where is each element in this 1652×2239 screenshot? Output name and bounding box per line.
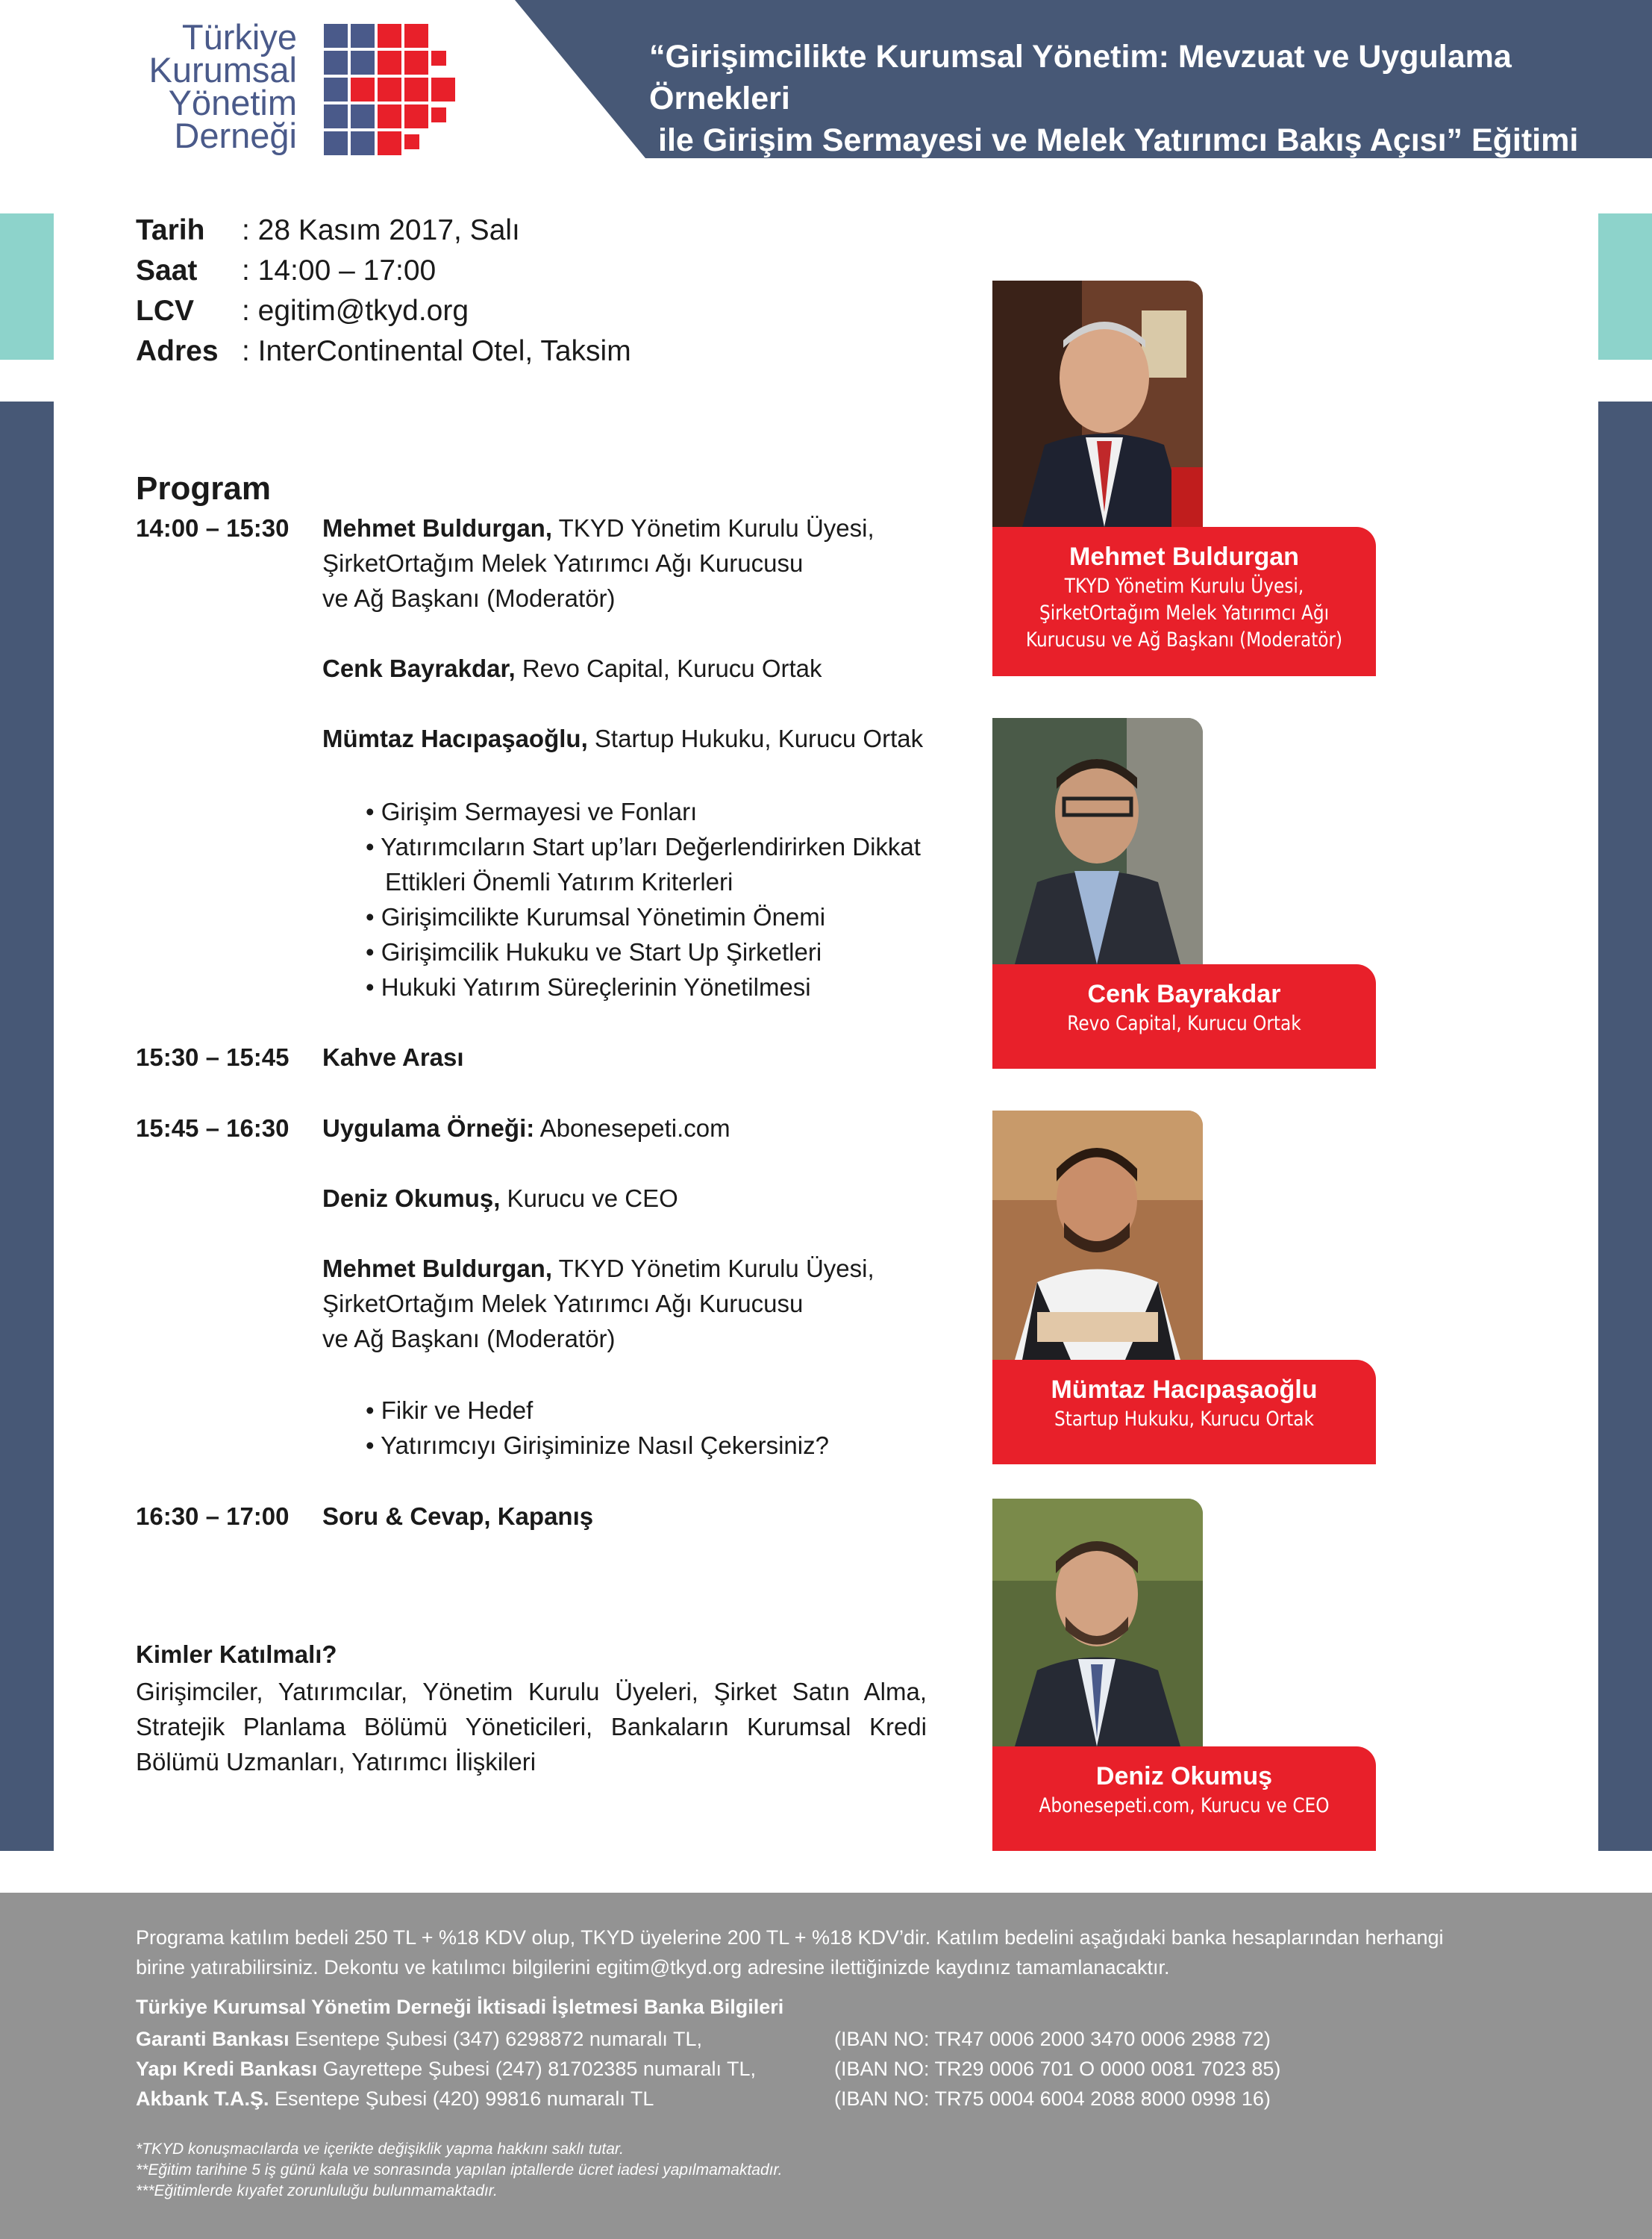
speaker-photo [992, 1111, 1203, 1360]
speaker-ribbon: Deniz Okumuş Abonesepeti.com, Kurucu ve CEO [992, 1746, 1376, 1851]
info-time: Saat : 14:00 – 17:00 [136, 254, 437, 287]
list-item: • Girişim Sermayesi ve Fonları [366, 798, 698, 825]
event-title: “Girişimcilikte Kurumsal Yönetim: Mevzuat ve Uygulama Örnekleri ile Girişim Sermayesi ve Melek Yatırımcı Bakış Açısı” Eğitimi [649, 39, 1579, 158]
portrait-icon [992, 1499, 1203, 1746]
bank-row-yapikredi: Yapı Kredi Bankası Gayrettepe Şubesi (247) 81702385 numaralı TL, [136, 2058, 756, 2080]
bank-info-heading: Türkiye Kurumsal Yönetim Derneği İktisadi İşletmesi Banka Bilgileri [136, 1996, 784, 2018]
iban-yapikredi: (IBAN NO: TR29 0006 701 O 0000 0081 7023 85) [834, 2058, 1281, 2080]
case-study-title: Uygulama Örneği: Abonesepeti.com [322, 1114, 730, 1142]
qa-closing: Soru & Cevap, Kapanış [322, 1502, 594, 1530]
speaker-ribbon: Mehmet Buldurgan TKYD Yönetim Kurulu Üyesi, ŞirketOrtağım Melek Yatırımcı Ağı Kurucusu ve Ağ Başkanı (Moderatör) [992, 527, 1376, 676]
left-navy-bar [0, 402, 54, 1851]
speaker-mehmet: Mehmet Buldurgan, TKYD Yönetim Kurulu Üyesi, [322, 1255, 875, 1282]
portrait-icon [992, 718, 1203, 964]
speaker-name: Deniz Okumuş [1095, 1762, 1273, 1790]
right-teal-bar [1598, 213, 1652, 360]
portrait-icon [992, 1111, 1203, 1360]
audience-heading: Kimler Katılmalı? [136, 1640, 337, 1668]
fee-info: Programa katılım bedeli 250 TL + %18 KDV olup, TKYD üyelerine 200 TL + %18 KDV’dir. Katılım bedelini aşağıdaki banka hesaplarından herhangi birine yatırabilirsiniz. Dekontu ve katılımcı bilgilerini egitim@tkyd.org adresine ilettiğinizde kaydınız tamamlanacaktır. [136, 1926, 1444, 1979]
event-info [136, 210, 631, 372]
logo-square-grid-icon [324, 24, 455, 166]
speaker-deniz: Deniz Okumuş, Kurucu ve CEO [322, 1184, 678, 1212]
speaker-name: Mümtaz Hacıpaşaoğlu [1051, 1375, 1318, 1404]
speaker-ribbon: Cenk Bayrakdar Revo Capital, Kurucu Ortak [992, 964, 1376, 1069]
logo-wordmark: Türkiye Kurumsal Yönetim Derneği [148, 17, 297, 155]
iban-garanti: (IBAN NO: TR47 0006 2000 3470 0006 2988 72) [834, 2028, 1271, 2050]
list-item: • Hukuki Yatırım Süreçlerinin Yönetilmesi [366, 973, 811, 1001]
coffee-break: Kahve Arası [322, 1043, 464, 1071]
list-item: Ettikleri Önemli Yatırım Kriterleri [385, 868, 733, 896]
right-navy-bar [1598, 402, 1652, 1851]
footer [0, 1893, 1652, 2239]
list-item: • Yatırımcıların Start up’ları Değerlendirirken Dikkat [366, 833, 921, 861]
session-1-time: 14:00 – 15:30 [136, 514, 290, 542]
speaker-name: Cenk Bayrakdar [1087, 980, 1281, 1008]
list-item: • Yatırımcıyı Girişiminize Nasıl Çekersiniz? [366, 1431, 829, 1459]
speaker-name: Mehmet Buldurgan [1069, 543, 1299, 571]
speaker-cenk: Cenk Bayrakdar, Revo Capital, Kurucu Ortak [322, 655, 822, 682]
speaker-card-deniz [992, 1499, 1376, 1851]
list-item: • Girişimcilikte Kurumsal Yönetimin Önemi [366, 903, 826, 931]
session-2-time: 15:30 – 15:45 [136, 1043, 290, 1071]
iban-akbank: (IBAN NO: TR75 0004 6004 2088 8000 0998 16) [834, 2087, 1271, 2110]
footnotes: *TKYD konuşmacılarda ve içerikte değişiklik yapma hakkını saklı tutar. **Eğitim tarihine 5 iş günü kala ve sonrasında yapılan iptallerde ücret iadesi yapılmamaktadır. ***Eğitimlerde kıyafet zorunluluğu bulunmamaktadır. [136, 2140, 783, 2199]
speaker-card-cenk [992, 718, 1376, 1069]
session-3-topics [366, 1393, 948, 1463]
session-3-speakers: Uygulama Örneği: Abonesepeti.com Deniz Okumuş, Kurucu ve CEO Mehmet Buldurgan, TKYD Yönetim Kurulu Üyesi, ŞirketOrtağım Melek Yatırımcı Ağı Kurucusu ve Ağ Başkanı (Moderatör) [322, 1111, 934, 1356]
info-rsvp: LCV : egitim@tkyd.org [136, 291, 631, 331]
speaker-photo [992, 718, 1203, 964]
info-address: Adres : InterContinental Otel, Taksim [136, 335, 631, 367]
speaker-card-mumtaz [992, 1111, 1376, 1464]
info-date: Tarih : 28 Kasım 2017, Salı [136, 214, 520, 246]
left-teal-bar [0, 213, 54, 360]
portrait-icon [992, 281, 1203, 527]
speaker-card-mehmet [992, 281, 1376, 676]
speaker-mumtaz: Mümtaz Hacıpaşaoğlu, Startup Hukuku, Kurucu Ortak [322, 725, 924, 752]
speaker-photo [992, 281, 1203, 527]
speaker-mehmet: Mehmet Buldurgan, TKYD Yönetim Kurulu Üyesi, [322, 514, 875, 542]
bank-row-akbank: Akbank T.A.Ş. Esentepe Şubesi (420) 99816 numaralı TL [136, 2087, 654, 2110]
program-heading: Program [136, 470, 271, 507]
audience-text: Girişimciler, Yatırımcılar, Yönetim Kurulu Üyeleri, Şirket Satın Alma, Stratejik Planlama Bölümü Yöneticileri, Bankaların Kurumsal Kredi Bölümü Uzmanları, Yatırımcı İlişkileri [136, 1678, 927, 1776]
bank-row-garanti: Garanti Bankası Esentepe Şubesi (347) 6298872 numaralı TL, [136, 2028, 702, 2050]
session-3-time: 15:45 – 16:30 [136, 1114, 290, 1142]
list-item: • Fikir ve Hedef [366, 1396, 534, 1424]
speaker-photo [992, 1499, 1203, 1746]
session-1-speakers: Mehmet Buldurgan, TKYD Yönetim Kurulu Üyesi, ŞirketOrtağım Melek Yatırımcı Ağı Kurucusu ve Ağ Başkanı (Moderatör) Cenk Bayrakdar, Revo Capital, Kurucu Ortak Mümtaz Hacıpaşaoğlu, Startup Hukuku, Kurucu Ortak [322, 510, 934, 756]
list-item: • Girişimcilik Hukuku ve Start Up Şirketleri [366, 938, 822, 966]
rsvp-email-link[interactable]: : egitim@tkyd.org [242, 295, 469, 327]
session-1-topics [366, 794, 948, 1005]
speaker-ribbon: Mümtaz Hacıpaşaoğlu Startup Hukuku, Kurucu Ortak [992, 1360, 1376, 1464]
session-4-time: 16:30 – 17:00 [136, 1502, 290, 1530]
tkyd-logo [125, 17, 454, 170]
